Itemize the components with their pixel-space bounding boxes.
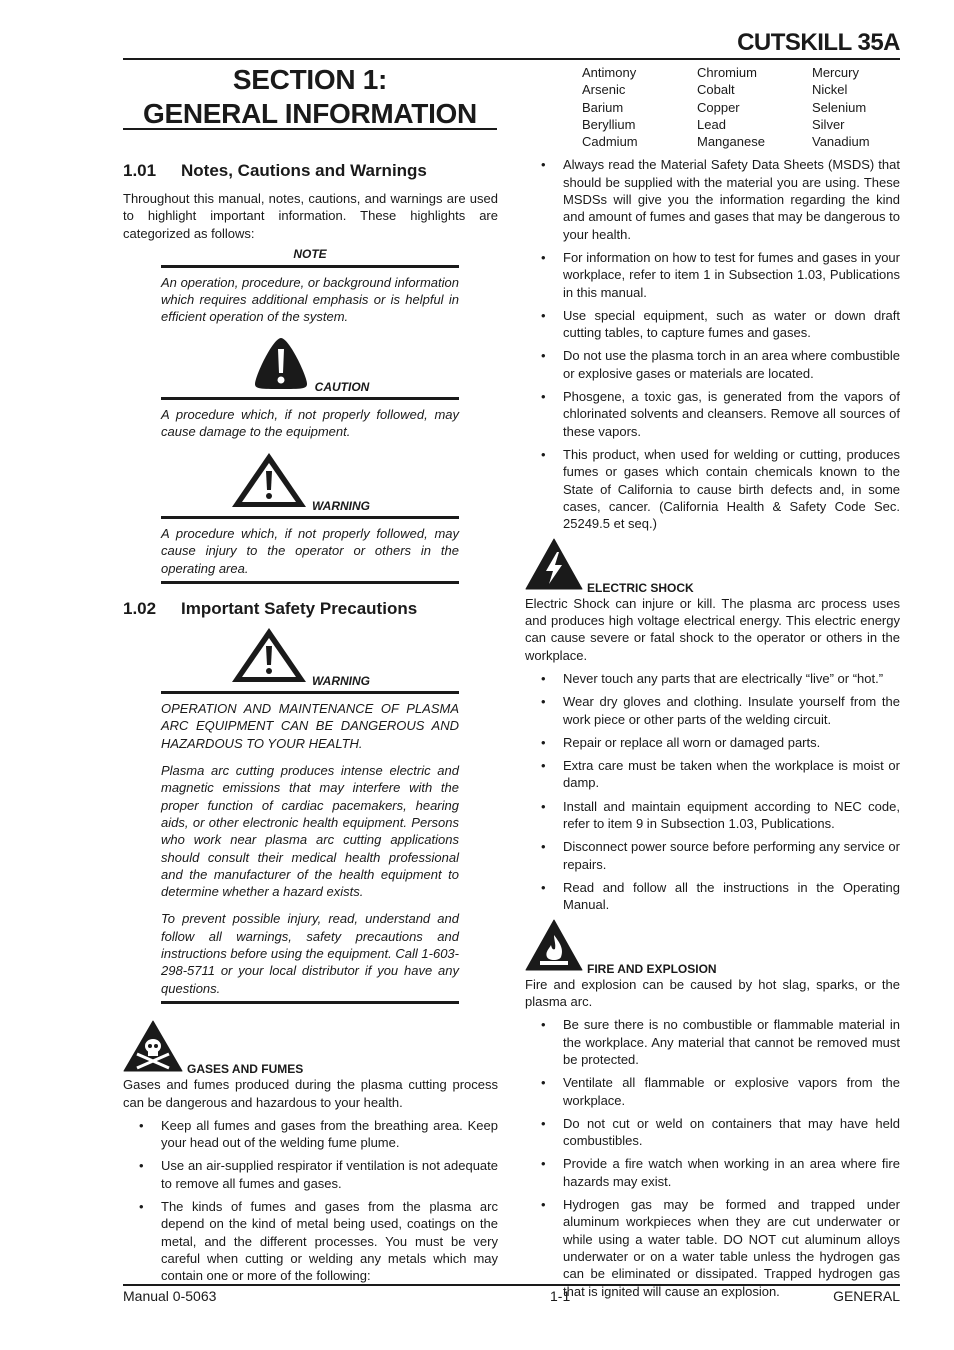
caution-label: CAUTION [314, 380, 370, 395]
metal-item: Cobalt [697, 82, 735, 98]
list-item: • Phosgene, a toxic gas, is generated from the vapors of chlorinated solvents and cleansers. Remove all sources of these vapors. [525, 388, 900, 440]
heading-1-02 [123, 598, 498, 620]
fire-intro: Fire and explosion can be caused by hot slag, sparks, or the plasma arc. [525, 976, 900, 1010]
safety-warning-rule-bottom [161, 1001, 459, 1004]
fire-bullets [525, 1016, 900, 1299]
safety-warning-label: WARNING [312, 674, 370, 689]
safety-warning-p1: OPERATION AND MAINTENANCE OF PLASMA ARC EQUIPMENT CAN BE DANGEROUS AND HAZARDOUS TO YOUR HEALTH. [161, 701, 459, 751]
metal-item: Beryllium [582, 116, 636, 132]
metal-item: Mercury [812, 65, 859, 80]
heading-text: Important Safety Precautions [181, 598, 418, 618]
safety-warning-p3: To prevent possible injury, read, understand and follow all warnings, safety precautions and instructions before using the equipment. Call 1-603-298-5711 or your local distributor if you have any questions. [161, 911, 459, 996]
note-callout [161, 246, 459, 326]
section-rule [123, 128, 497, 130]
list-item: • Never touch any parts that are electrically “live” or “hot.” [525, 670, 900, 687]
warning-rule-bottom [161, 581, 459, 584]
metal-item: Vanadium [812, 134, 870, 150]
fire-icon [525, 919, 583, 975]
metals-table [582, 64, 900, 150]
gases-intro: Gases and fumes produced during the plasma cutting process can be dangerous and hazardous to your health. [123, 1077, 498, 1110]
warning-icon [230, 451, 308, 513]
footer-section-name: GENERAL [833, 1288, 900, 1304]
metal-item: Manganese [697, 134, 765, 150]
list-item: • Ventilate all flammable or explosive vapors from the workplace. [525, 1074, 900, 1109]
safety-warning-callout [161, 626, 459, 1004]
list-item: • Keep all fumes and gases from the breathing area. Keep your head out of the welding fume plume. [123, 1117, 498, 1152]
safety-warning-p2: Plasma arc cutting produces intense electric and magnetic emissions that may interfere with the proper function of cardiac pacemakers, hearing aids, or other electronic health equipment. Persons who work near plasma arc cutting applications should consult their medical health professional and the manufacturer of the health equipment to determine whether a hazard exists. [161, 763, 459, 900]
metal-item: Nickel [812, 82, 848, 98]
caution-rule [161, 397, 459, 400]
footer-page-number: 1-1 [550, 1288, 571, 1304]
right-column [525, 64, 900, 1306]
section-title-line1: SECTION 1: [232, 64, 388, 95]
heading-1-01 [123, 160, 498, 182]
list-item: • For information on how to test for fumes and gases in your workplace, refer to item 1 in Subsection 1.03, Publications in this manual. [525, 249, 900, 301]
left-column [123, 160, 498, 1290]
warning-callout [161, 451, 459, 584]
gases-header [123, 1020, 498, 1076]
intro-paragraph: Throughout this manual, notes, cautions, and warnings are used to highlight important information. These highlights are categorized as follows: [123, 191, 498, 241]
metal-item: Chromium [697, 65, 757, 80]
skull-crossbones-icon [123, 1020, 183, 1076]
metal-item: Barium [582, 99, 624, 115]
metal-item: Lead [697, 116, 726, 132]
fire-label: FIRE AND EXPLOSION [587, 961, 717, 976]
safety-warning-header [141, 626, 459, 688]
note-text: An operation, procedure, or background information which requires additional emphasis or is helpful in efficient operation of the system. [161, 274, 459, 325]
list-item: • The kinds of fumes and gases from the plasma arc depend on the kind of metal being used, coatings on the metal, and the different processes. You must be very careful when cutting or welding any metals which may contain one or more of the following: [123, 1198, 498, 1284]
metal-item: Selenium [812, 99, 867, 115]
section-title-line2: GENERAL INFORMATION [143, 98, 477, 129]
list-item: • Hydrogen gas may be formed and trapped under aluminum workpieces when they are cut underwater or while using a water table. DO NOT cut aluminum alloys underwater or on a water table unless the hydrogen gas can be eliminated or dissipated. Trapped hydrogen gas that is ignited will cause an explosion. [525, 1196, 900, 1300]
metal-item: Arsenic [582, 82, 626, 98]
warning-text: A procedure which, if not properly followed, may cause injury to the operator or others in the operating area. [161, 525, 459, 576]
caution-icon [251, 336, 311, 394]
safety-warning-rule-top [161, 691, 459, 694]
list-item: • Always read the Material Safety Data Sheets (MSDS) that should be supplied with the material you are using. These MSDSs will give you the information regarding the kind and amount of fumes and gases that may be dangerous to your health. [525, 156, 900, 242]
warning-rule-top [161, 516, 459, 519]
list-item: • Do not cut or weld on containers that may have held combustibles. [525, 1115, 900, 1150]
heading-text: Notes, Cautions and Warnings [181, 161, 427, 180]
list-item: • Disconnect power source before performing any service or repairs. [525, 838, 900, 873]
note-label: NOTE [293, 246, 327, 261]
caution-callout [161, 336, 459, 441]
metal-item: Silver [812, 116, 845, 132]
heading-number: 1.02 [123, 598, 157, 618]
list-item: • Provide a fire watch when working in an area where fire hazards may exist. [525, 1155, 900, 1190]
shock-label: ELECTRIC SHOCK [587, 580, 694, 595]
fire-header [525, 919, 900, 975]
shock-bullets [525, 670, 900, 914]
list-item: • Use special equipment, such as water or down draft cutting tables, to capture fumes and gases. [525, 307, 900, 342]
shock-intro: Electric Shock can injure or kill. The plasma arc process uses and produces high voltage electrical energy. This electric energy can cause severe or fatal shock to the operator or others in the workplace. [525, 595, 900, 663]
heading-number: 1.01 [123, 161, 157, 180]
note-rule-top [161, 265, 459, 268]
list-item: • This product, when used for welding or cutting, produces fumes or gases which contain chemicals known to the State of California to cause birth defects and, in some cases, cancer. (California Health & Safety Code Sec. 25249.5 et seq.) [525, 446, 900, 532]
shock-header [525, 538, 900, 594]
gases-bullets [123, 1117, 498, 1285]
metal-item: Cadmium [582, 134, 638, 150]
footer-rule [123, 1284, 900, 1286]
footer-manual-number: Manual 0-5063 [123, 1288, 217, 1304]
section-title [123, 63, 497, 131]
list-item: • Install and maintain equipment according to NEC code, refer to item 9 in Subsection 1.03, Publications. [525, 798, 900, 833]
list-item: • Be sure there is no combustible or flammable material in the workplace. Any material that cannot be removed must be protected. [525, 1016, 900, 1068]
warning-icon [230, 626, 308, 688]
electric-shock-icon [525, 538, 583, 594]
list-item: • Do not use the plasma torch in an area where combustible or explosive gases or materials are located. [525, 347, 900, 382]
warning-header [141, 451, 459, 513]
warning-label: WARNING [312, 498, 370, 513]
list-item: • Extra care must be taken when the workplace is moist or damp. [525, 757, 900, 792]
caution-header [161, 336, 459, 394]
header-title: CUTSKILL 35A [737, 29, 900, 56]
list-item: • Repair or replace all worn or damaged parts. [525, 734, 900, 751]
caution-text: A procedure which, if not properly followed, may cause damage to the equipment. [161, 407, 459, 440]
list-item: • Read and follow all the instructions in the Operating Manual. [525, 879, 900, 914]
gases-label: GASES AND FUMES [187, 1062, 304, 1077]
list-item: • Wear dry gloves and clothing. Insulate yourself from the work piece or other parts of the welding circuit. [525, 693, 900, 728]
header-rule [123, 58, 900, 60]
gases-bullets-continued [525, 156, 900, 532]
metal-item: Copper [697, 99, 740, 115]
metal-item: Antimony [582, 65, 637, 80]
list-item: • Use an air-supplied respirator if ventilation is not adequate to remove all fumes and gases. [123, 1157, 498, 1192]
